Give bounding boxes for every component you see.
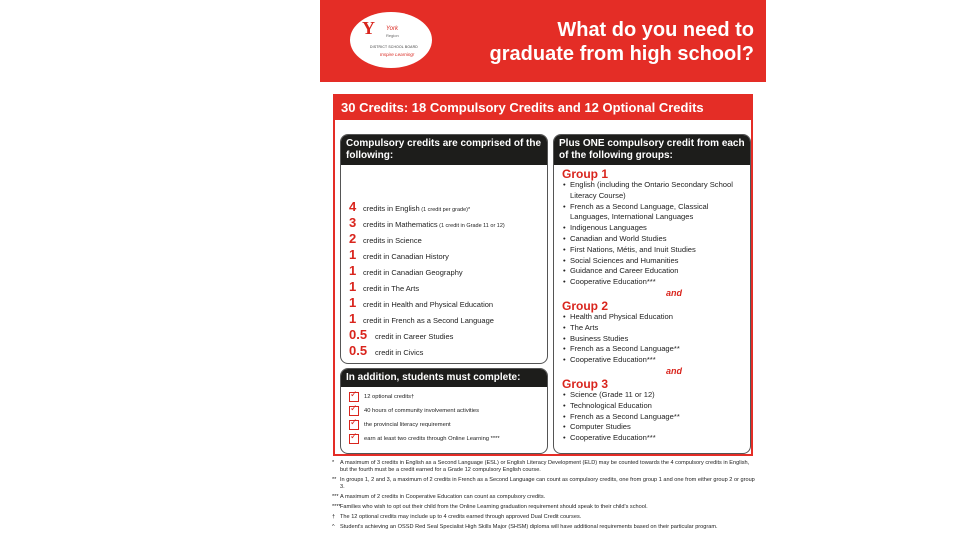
footnote: [332, 494, 757, 501]
header-banner: [320, 0, 766, 82]
credit-subject-text: credits in English: [363, 204, 420, 213]
compulsory-item: [349, 311, 547, 327]
logo-mark: Y: [362, 18, 375, 38]
credit-count: 1: [349, 311, 357, 326]
group-item: • Indigenous Languages: [562, 223, 746, 234]
logo-region: York: [386, 26, 399, 32]
footnote-symbol: ***: [332, 494, 339, 500]
group-item: • Cooperative Education***: [562, 355, 746, 366]
credit-subject: [363, 268, 463, 277]
addition-panel: [340, 368, 548, 454]
footnote-symbol: ****: [332, 504, 341, 510]
credit-subject-note: (1 credit in Grade 11 or 12): [437, 223, 505, 229]
and-connector: and: [665, 287, 682, 298]
group-item: • Technological Education: [562, 401, 746, 412]
flyer-page: [320, 0, 766, 540]
credit-subject-text: credit in Canadian Geography: [363, 268, 463, 277]
group-item: • Business Studies: [562, 334, 746, 345]
group-item: • Canadian and World Studies: [562, 234, 746, 245]
credit-subject-text: credits in Science: [363, 236, 422, 245]
credit-subject-text: credit in Canadian History: [363, 252, 449, 261]
checkmark-icon: [349, 392, 359, 402]
credit-count: 1: [349, 295, 357, 310]
credit-subject-text: credit in The Arts: [363, 284, 420, 293]
credit-subject-text: credit in Career Studies: [375, 332, 454, 341]
credit-subject: [363, 236, 422, 245]
page-title: What do you need to graduate from high school?: [489, 19, 754, 65]
credit-subject: [375, 348, 423, 357]
requirement-text: earn at least two credits through Online Learning ****: [364, 436, 500, 442]
requirement-item: [349, 404, 547, 418]
group-items: [562, 180, 746, 288]
group-item: • Computer Studies: [562, 422, 746, 433]
and-connector: and: [665, 365, 682, 376]
group-item: • Cooperative Education***: [562, 277, 746, 288]
compulsory-item: [349, 279, 547, 295]
addition-heading: In addition, students must complete:: [341, 369, 547, 387]
checkmark-icon: [349, 420, 359, 430]
credit-subject: [363, 220, 505, 229]
footnote-text: Student's achieving an OSSD Red Seal Specialist High Skills Major (SHSM) diploma will have additional requirements based on their particular program.: [340, 524, 718, 530]
footnote: [332, 514, 757, 521]
requirement-text: the provincial literacy requirement: [364, 422, 451, 428]
group-item: • Guidance and Career Education: [562, 266, 746, 277]
compulsory-item: [349, 343, 547, 359]
credits-box: [333, 94, 753, 456]
summary-title: 30 Credits: 18 Compulsory Credits and 12 Optional Credits: [335, 96, 751, 120]
requirement-text: 12 optional credits†: [364, 394, 415, 400]
footnote: [332, 477, 757, 491]
footnote: [332, 460, 757, 474]
requirement-text: 40 hours of community involvement activities: [364, 408, 480, 414]
group-item: • The Arts: [562, 323, 746, 334]
group-item: • French as a Second Language**: [562, 412, 746, 423]
compulsory-item: [349, 215, 547, 231]
footnote-symbol: **: [332, 477, 337, 483]
compulsory-item: [349, 327, 547, 343]
footnote-text: The 12 optional credits may include up to 4 credits earned through approved Dual Credit courses.: [340, 514, 582, 520]
compulsory-item: [349, 231, 547, 247]
checkmark-icon: [349, 406, 359, 416]
groups-heading: Plus ONE compulsory credit from each of the following groups:: [554, 135, 750, 165]
group-item: • English (including the Ontario Secondary School Literacy Course): [562, 180, 746, 202]
compulsory-item: [349, 247, 547, 263]
credit-subject: [363, 284, 419, 293]
requirement-item: [349, 432, 547, 446]
footnote-symbol: ^: [332, 524, 335, 530]
compulsory-list: [341, 165, 547, 359]
school-board-logo: [350, 12, 432, 68]
credit-count: 1: [349, 279, 357, 294]
credit-subject: [363, 252, 449, 261]
credit-count: 3: [349, 215, 357, 230]
credit-subject: [363, 300, 493, 309]
footnote-text: A maximum of 3 credits in English as a Second Language (ESL) or English Literacy Development (ELD) may be counted towards the 4 compulsory credits in English, but the fourth must be a credit earned for a Grade 12 compulsory English course.: [340, 460, 750, 473]
footnote-text: In groups 1, 2 and 3, a maximum of 2 credits in French as a Second Language can count as compulsory credits, one from group 1 and one from either group 2 or group 3.: [340, 477, 755, 490]
footnote-text: A maximum of 2 credits in Cooperative Education can count as compulsory credits.: [340, 494, 546, 500]
requirement-item: [349, 390, 547, 404]
logo-board: DISTRICT SCHOOL BOARD: [370, 45, 418, 49]
footnote: [332, 504, 757, 511]
credit-count: 1: [349, 263, 357, 278]
group-item: • Science (Grade 11 or 12): [562, 390, 746, 401]
compulsory-item: [349, 199, 547, 215]
requirement-item: [349, 418, 547, 432]
logo-region2: Region: [386, 33, 399, 38]
credit-subject: [375, 332, 453, 341]
groups-panel: [553, 134, 751, 454]
credit-count: 0.5: [349, 327, 368, 342]
group-name: Group 1: [562, 167, 609, 181]
footnote: [332, 524, 757, 531]
compulsory-heading: Compulsory credits are comprised of the following:: [341, 135, 547, 165]
footnote-text: Families who wish to opt out their child from the Online Learning graduation requirement should speak to their child's school.: [340, 504, 648, 510]
compulsory-item: [349, 295, 547, 311]
credit-count: 0.5: [349, 343, 368, 358]
credit-count: 4: [349, 199, 357, 214]
credit-count: 2: [349, 231, 357, 246]
credit-subject-note: (1 credit per grade)*: [419, 207, 471, 213]
group-item: • Cooperative Education***: [562, 433, 746, 444]
group-name: Group 3: [562, 376, 609, 391]
credit-subject-text: credit in French as a Second Language: [363, 316, 494, 325]
group-name: Group 2: [562, 298, 609, 313]
footnote-symbol: †: [332, 514, 336, 520]
logo-tagline: Inspire Learning!: [380, 52, 415, 57]
group-item: • First Nations, Métis, and Inuit Studies: [562, 245, 746, 256]
groups-list: [554, 165, 750, 444]
credit-subject: [363, 204, 470, 213]
credit-subject: [363, 316, 494, 325]
checkmark-icon: [349, 434, 359, 444]
group-items: [562, 390, 746, 444]
compulsory-panel: [340, 134, 548, 364]
credit-subject-text: credit in Health and Physical Education: [363, 300, 494, 309]
credit-count: 1: [349, 247, 357, 262]
credit-subject-text: credits in Mathematics: [363, 220, 438, 229]
group-item: • Social Sciences and Humanities: [562, 256, 746, 267]
credit-subject-text: credit in Civics: [375, 348, 424, 357]
group-item: • French as a Second Language**: [562, 344, 746, 355]
footnotes: [332, 460, 757, 534]
addition-list: [341, 387, 547, 446]
compulsory-item: [349, 263, 547, 279]
group-items: [562, 312, 746, 366]
footnote-symbol: *: [332, 460, 335, 466]
group-item: • Health and Physical Education: [562, 312, 746, 323]
group-item: • French as a Second Language, Classical Languages, International Languages: [562, 202, 746, 224]
